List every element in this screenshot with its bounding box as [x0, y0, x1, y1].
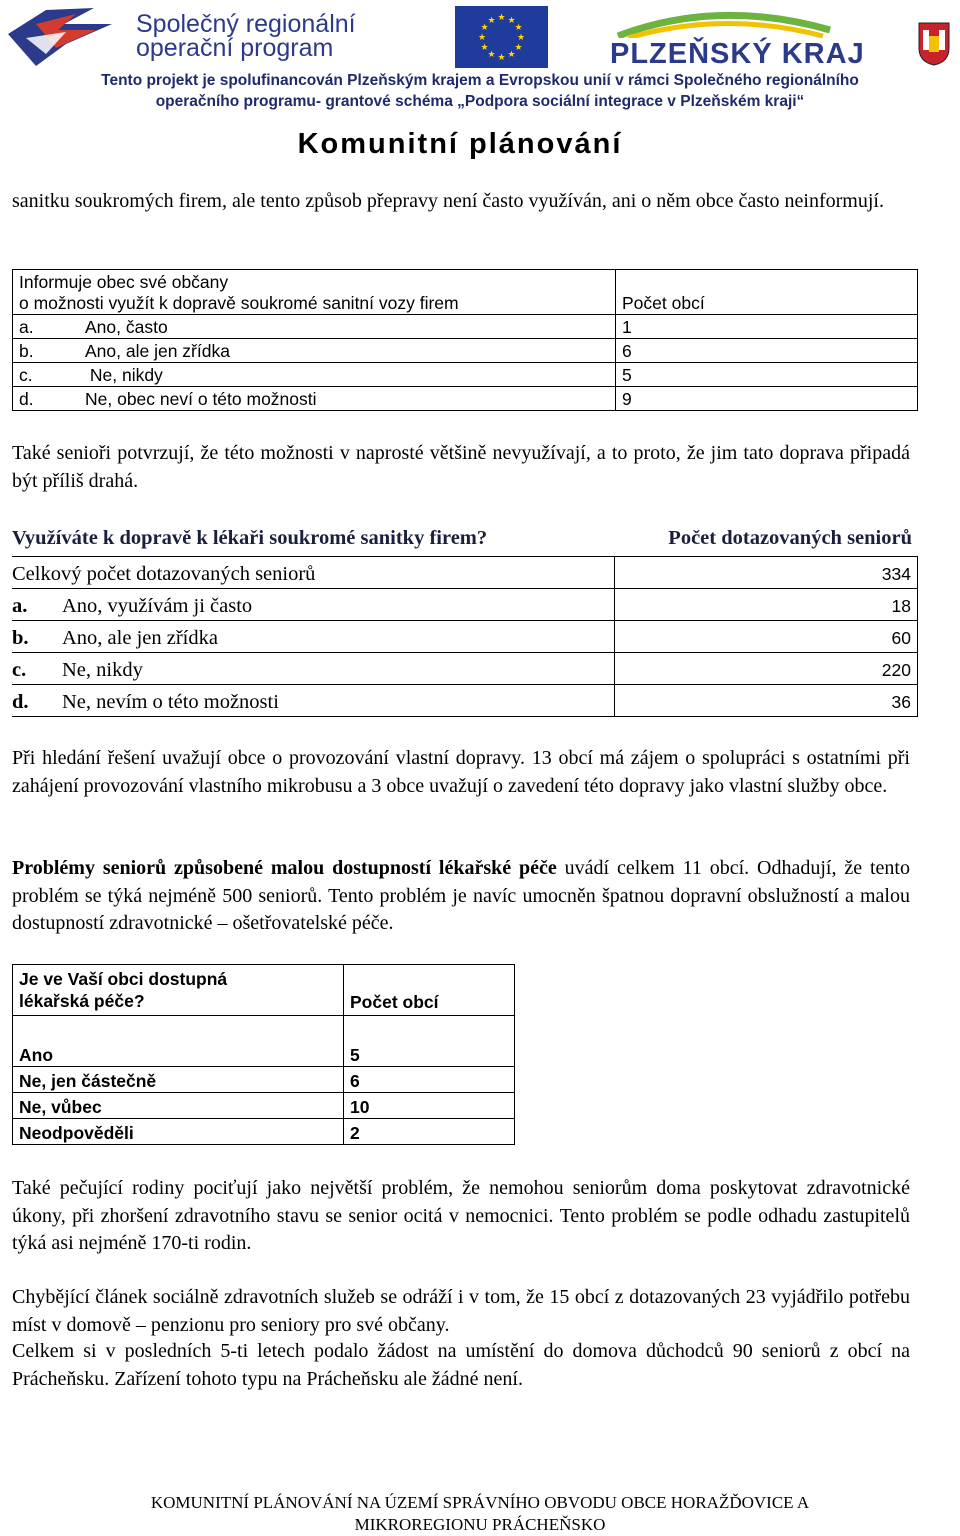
- row-letter: a.: [19, 317, 34, 337]
- table-row: [13, 387, 918, 411]
- table-spacer-row: [13, 1016, 515, 1042]
- svg-text:★: ★: [507, 50, 516, 60]
- row-letter: c.: [12, 659, 27, 681]
- row-label: Ano, ale jen zřídka: [85, 341, 230, 361]
- svg-text:★: ★: [480, 43, 489, 53]
- row-count: 36: [615, 685, 918, 717]
- row-label: Ne, vůbec: [13, 1093, 344, 1119]
- svg-text:★: ★: [487, 16, 496, 26]
- row-label: Ne, nikdy: [62, 659, 143, 681]
- svg-text:★: ★: [514, 43, 523, 53]
- row-count: 18: [615, 589, 918, 621]
- paragraph-intro: sanitku soukromých firem, ale tento způsob přepravy není často využíván, ani o něm obce často neinformují.: [12, 190, 884, 212]
- row-count: 9: [616, 387, 918, 411]
- paragraph-medical-problems: [12, 855, 910, 938]
- funding-line-2: operačního programu- grantové schéma „Podpora sociální integrace v Plzeňském kraji“: [155, 93, 805, 110]
- table-row: [13, 1093, 515, 1119]
- table-count-header: Počet obcí: [616, 270, 918, 315]
- table-header-row: [13, 270, 918, 315]
- funding-line-1: Tento projekt je spolufinancován Plzeňským krajem a Evropskou unií v rámci Společného regionálního: [101, 72, 859, 89]
- document-title: Komunitní plánování: [297, 128, 623, 160]
- row-count: 6: [344, 1067, 515, 1093]
- table-question-line1: Informuje obec své občany: [19, 272, 229, 292]
- table-municipality-inform: [12, 269, 918, 411]
- kraj-logo-text: PLZEŇSKÝ KRAJ: [610, 38, 865, 70]
- srop-logo-line1: Společný regionální: [136, 10, 356, 38]
- row-label: Ne, nikdy: [85, 365, 163, 385]
- row-letter: b.: [19, 341, 34, 361]
- row-label: Ne, jen částečně: [13, 1067, 344, 1093]
- row-label: Ne, nevím o této možnosti: [62, 691, 279, 713]
- table-row: [13, 1119, 515, 1145]
- footer-line-2: MIKROREGIONU PRÁCHEŇSKO: [354, 1515, 606, 1534]
- row-count: 220: [615, 653, 918, 685]
- table-body: [12, 557, 918, 717]
- row-label: Ne, obec neví o této možnosti: [85, 389, 317, 409]
- table-question-cell: Využíváte k dopravě k lékaři soukromé sanitky firem?: [12, 527, 488, 549]
- paragraph-own-transport: Při hledání řešení uvažují obce o provozování vlastní dopravy. 13 obcí má zájem o spolupráci s ostatními při zahájení provozování vlastního mikrobusu a 3 obce uvažují o zavedení této dopravy jako vlastní služby obce.: [12, 747, 910, 797]
- table-row: [13, 363, 918, 387]
- table-row: [12, 589, 918, 621]
- row-label: Ano: [13, 1041, 344, 1067]
- srop-logo-line2: operační program: [136, 34, 334, 62]
- eu-stars-icon: [455, 6, 548, 68]
- table-row: [12, 557, 918, 589]
- table-count-header: Počet dotazovaných seniorů: [668, 527, 912, 549]
- svg-text:★: ★: [497, 13, 506, 23]
- table-row: [12, 653, 918, 685]
- table-count-header: Počet obcí: [344, 965, 515, 1016]
- eu-flag: [455, 6, 548, 68]
- table-question-cell: [13, 965, 344, 1016]
- paragraph-applications: Celkem si v posledních 5-ti letech podalo žádost na umístění do domova důchodců 90 seniorů z obcí na Prácheňsku. Zařízení tohoto typu na Prácheňsku ale žádné není.: [12, 1340, 910, 1390]
- svg-text:★: ★: [507, 16, 516, 26]
- row-count: 5: [344, 1041, 515, 1067]
- row-letter: b.: [12, 627, 29, 649]
- table-row: [13, 339, 918, 363]
- table-seniors-ambulance: [12, 524, 918, 717]
- svg-text:★: ★: [514, 23, 523, 33]
- row-letter: c.: [19, 365, 33, 385]
- row-count: 334: [615, 557, 918, 589]
- table-question-line1: Je ve Vaší obci dostupná: [19, 969, 228, 989]
- coat-of-arms-icon: [918, 22, 950, 66]
- row-letter: d.: [19, 389, 34, 409]
- row-label: Celkový počet dotazovaných seniorů: [12, 557, 615, 589]
- svg-text:★: ★: [516, 33, 526, 43]
- srop-swoosh-icon: [6, 4, 116, 68]
- table-question-line2: o možnosti využít k dopravě soukromé sanitní vozy firem: [19, 293, 459, 313]
- paragraph-rest: uvádí celkem 11 obcí. Odhadují, že tento problém se týká nejméně 500 seniorů. Tento problém je navíc umocněn špatnou dopravní obslužností a malou dostupností zdravotnické – ošetřovatelské péče.: [12, 857, 910, 934]
- paragraph-bold-lead: Problémy seniorů způsobené malou dostupností lékařské péče: [12, 857, 557, 879]
- svg-text:★: ★: [477, 33, 487, 43]
- paragraph-caring-families: Také pečující rodiny pociťují jako největší problém, že nemohou seniorům doma poskytovat zdravotnické úkony, při zhoršení zdravotního stavu se senior ocitá v nemocnici. Tento problém se podle odhadu zastupitelů týká asi nejméně 170-ti rodin.: [12, 1177, 910, 1254]
- table-row: [13, 315, 918, 339]
- table-question-line2: lékařská péče?: [19, 991, 145, 1011]
- row-count: 10: [344, 1093, 515, 1119]
- table-row: [12, 621, 918, 653]
- table-header-row: [13, 965, 515, 1016]
- svg-text:★: ★: [487, 50, 496, 60]
- row-letter: a.: [12, 595, 28, 617]
- paragraph-missing-services: Chybějící článek sociálně zdravotních služeb se odráží i v tom, že 15 obcí z dotazovaných 23 vyjádřilo potřebu míst v domově – penzionu pro seniory pro své občany.: [12, 1286, 910, 1336]
- row-count: 1: [616, 315, 918, 339]
- srop-logo: [6, 4, 396, 68]
- row-count: 5: [616, 363, 918, 387]
- row-label: Ano, využívám ji často: [62, 595, 253, 617]
- row-label: Ano, často: [85, 317, 168, 337]
- table-medical-care: [12, 964, 515, 1145]
- table-row: [13, 1041, 515, 1067]
- paragraph-seniors-confirm: Také senioři potvrzují, že této možnosti v naprosté většině nevyužívají, a to proto, že jim tato doprava připadá být příliš drahá.: [12, 442, 910, 492]
- row-count: 6: [616, 339, 918, 363]
- plzensky-kraj-logo: [608, 4, 865, 70]
- table-question-cell: [13, 270, 616, 315]
- table-header-row: [12, 524, 918, 557]
- table-row: [12, 685, 918, 717]
- table-row: [13, 1067, 515, 1093]
- footer-line-1: KOMUNITNÍ PLÁNOVÁNÍ NA ÚZEMÍ SPRÁVNÍHO OBVODU OBCE HORAŽĎOVICE A: [150, 1493, 810, 1512]
- row-letter: d.: [12, 691, 29, 713]
- row-count: 2: [344, 1119, 515, 1145]
- coat-of-arms: [918, 22, 950, 66]
- svg-text:★: ★: [480, 23, 489, 33]
- row-label: Ano, ale jen zřídka: [62, 627, 218, 649]
- row-count: 60: [615, 621, 918, 653]
- kraj-arcs-icon: [608, 4, 840, 38]
- svg-text:★: ★: [497, 53, 506, 63]
- row-label: Neodpověděli: [13, 1119, 344, 1145]
